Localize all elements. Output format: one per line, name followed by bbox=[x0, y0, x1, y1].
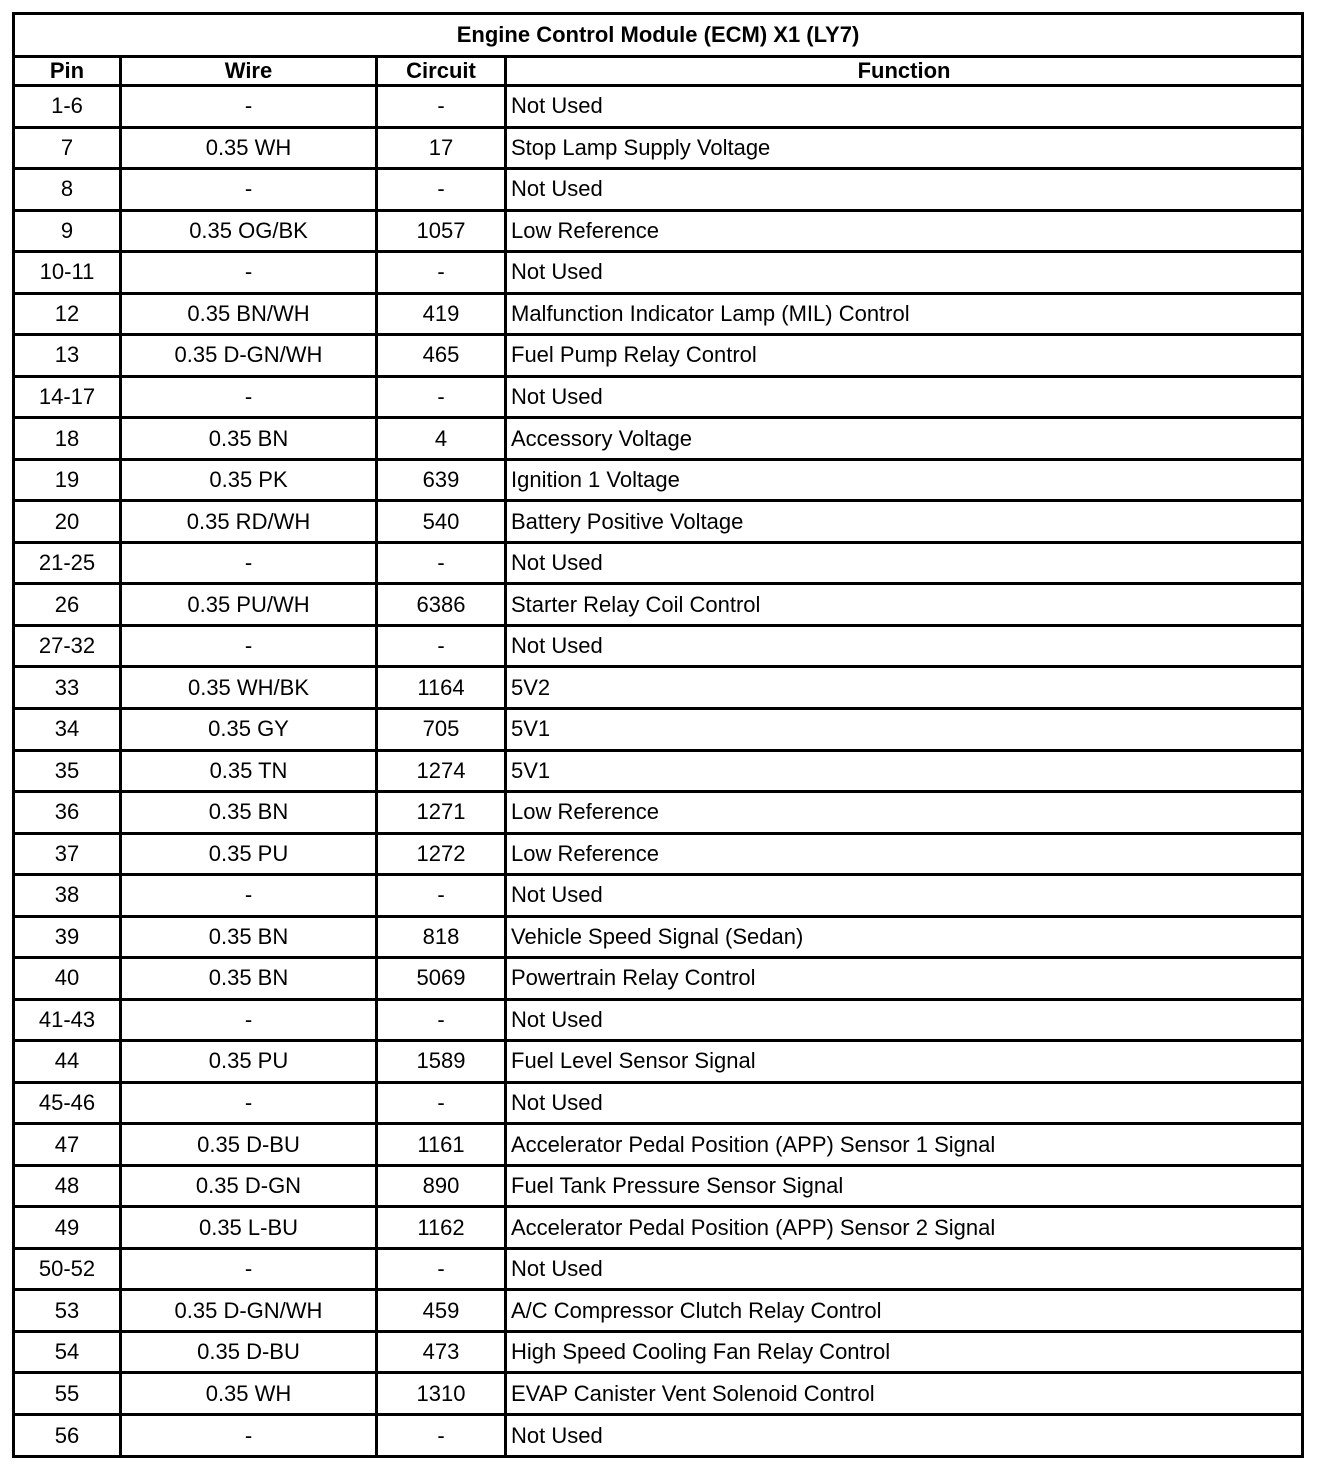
table-row bbox=[14, 792, 1303, 834]
pin-cell: 19 bbox=[14, 459, 121, 501]
pin-cell: 49 bbox=[14, 1207, 121, 1249]
wire-cell: 0.35 WH bbox=[121, 1373, 377, 1415]
circuit-cell: 705 bbox=[377, 708, 506, 750]
wire-cell: - bbox=[121, 875, 377, 917]
function-cell: EVAP Canister Vent Solenoid Control bbox=[506, 1373, 1303, 1415]
function-cell: Not Used bbox=[506, 1082, 1303, 1124]
circuit-cell: - bbox=[377, 252, 506, 294]
table-row bbox=[14, 1041, 1303, 1083]
pin-cell: 27-32 bbox=[14, 625, 121, 667]
function-cell: Powertrain Relay Control bbox=[506, 958, 1303, 1000]
header-wire: Wire bbox=[121, 57, 377, 86]
function-cell: 5V1 bbox=[506, 750, 1303, 792]
function-cell: 5V2 bbox=[506, 667, 1303, 709]
pin-cell: 47 bbox=[14, 1124, 121, 1166]
table-row bbox=[14, 252, 1303, 294]
pin-cell: 50-52 bbox=[14, 1248, 121, 1290]
pin-cell: 13 bbox=[14, 335, 121, 377]
table-row bbox=[14, 667, 1303, 709]
function-cell: Low Reference bbox=[506, 833, 1303, 875]
table-row bbox=[14, 501, 1303, 543]
function-cell: Stop Lamp Supply Voltage bbox=[506, 127, 1303, 169]
wire-cell: - bbox=[121, 86, 377, 128]
table-row bbox=[14, 542, 1303, 584]
function-cell: Low Reference bbox=[506, 210, 1303, 252]
function-cell: Not Used bbox=[506, 376, 1303, 418]
pin-cell: 9 bbox=[14, 210, 121, 252]
function-cell: Accelerator Pedal Position (APP) Sensor 1 Signal bbox=[506, 1124, 1303, 1166]
function-cell: Fuel Level Sensor Signal bbox=[506, 1041, 1303, 1083]
circuit-cell: 1161 bbox=[377, 1124, 506, 1166]
circuit-cell: 1274 bbox=[377, 750, 506, 792]
circuit-cell: 818 bbox=[377, 916, 506, 958]
wire-cell: 0.35 WH/BK bbox=[121, 667, 377, 709]
table-row bbox=[14, 833, 1303, 875]
circuit-cell: 17 bbox=[377, 127, 506, 169]
function-cell: Not Used bbox=[506, 999, 1303, 1041]
pin-cell: 39 bbox=[14, 916, 121, 958]
circuit-cell: 1271 bbox=[377, 792, 506, 834]
pin-cell: 7 bbox=[14, 127, 121, 169]
wire-cell: 0.35 BN bbox=[121, 916, 377, 958]
table-row bbox=[14, 1124, 1303, 1166]
pin-cell: 38 bbox=[14, 875, 121, 917]
circuit-cell: 459 bbox=[377, 1290, 506, 1332]
function-cell: 5V1 bbox=[506, 708, 1303, 750]
function-cell: Starter Relay Coil Control bbox=[506, 584, 1303, 626]
wire-cell: 0.35 OG/BK bbox=[121, 210, 377, 252]
wire-cell: 0.35 PU bbox=[121, 833, 377, 875]
table-row bbox=[14, 293, 1303, 335]
table-row bbox=[14, 958, 1303, 1000]
wire-cell: 0.35 D-GN/WH bbox=[121, 335, 377, 377]
table-row bbox=[14, 86, 1303, 128]
wire-cell: 0.35 D-BU bbox=[121, 1124, 377, 1166]
circuit-cell: 465 bbox=[377, 335, 506, 377]
pin-cell: 35 bbox=[14, 750, 121, 792]
header-row bbox=[14, 57, 1303, 86]
function-cell: Low Reference bbox=[506, 792, 1303, 834]
wire-cell: - bbox=[121, 376, 377, 418]
wire-cell: 0.35 D-GN/WH bbox=[121, 1290, 377, 1332]
table-title: Engine Control Module (ECM) X1 (LY7) bbox=[14, 14, 1303, 57]
circuit-cell: 5069 bbox=[377, 958, 506, 1000]
header-circuit: Circuit bbox=[377, 57, 506, 86]
function-cell: Not Used bbox=[506, 1248, 1303, 1290]
circuit-cell: 890 bbox=[377, 1165, 506, 1207]
wire-cell: - bbox=[121, 1248, 377, 1290]
function-cell: Not Used bbox=[506, 542, 1303, 584]
table-body bbox=[14, 86, 1303, 1457]
header-function: Function bbox=[506, 57, 1303, 86]
header-pin: Pin bbox=[14, 57, 121, 86]
table-row bbox=[14, 376, 1303, 418]
table-row bbox=[14, 335, 1303, 377]
function-cell: Not Used bbox=[506, 86, 1303, 128]
circuit-cell: 1272 bbox=[377, 833, 506, 875]
circuit-cell: 419 bbox=[377, 293, 506, 335]
table-row bbox=[14, 1331, 1303, 1373]
pin-cell: 34 bbox=[14, 708, 121, 750]
circuit-cell: 639 bbox=[377, 459, 506, 501]
pin-cell: 53 bbox=[14, 1290, 121, 1332]
wire-cell: - bbox=[121, 1082, 377, 1124]
function-cell: A/C Compressor Clutch Relay Control bbox=[506, 1290, 1303, 1332]
circuit-cell: - bbox=[377, 875, 506, 917]
table-row bbox=[14, 127, 1303, 169]
wire-cell: 0.35 D-BU bbox=[121, 1331, 377, 1373]
pin-cell: 20 bbox=[14, 501, 121, 543]
pin-cell: 48 bbox=[14, 1165, 121, 1207]
table-row bbox=[14, 999, 1303, 1041]
pin-cell: 45-46 bbox=[14, 1082, 121, 1124]
circuit-cell: 1162 bbox=[377, 1207, 506, 1249]
circuit-cell: - bbox=[377, 625, 506, 667]
circuit-cell: - bbox=[377, 376, 506, 418]
wire-cell: - bbox=[121, 1415, 377, 1457]
wire-cell: 0.35 PU/WH bbox=[121, 584, 377, 626]
pin-cell: 37 bbox=[14, 833, 121, 875]
wire-cell: - bbox=[121, 252, 377, 294]
circuit-cell: - bbox=[377, 169, 506, 211]
table-row bbox=[14, 875, 1303, 917]
table-row bbox=[14, 1165, 1303, 1207]
pin-cell: 33 bbox=[14, 667, 121, 709]
pin-cell: 8 bbox=[14, 169, 121, 211]
table-row bbox=[14, 708, 1303, 750]
table-row bbox=[14, 459, 1303, 501]
circuit-cell: - bbox=[377, 86, 506, 128]
circuit-cell: 4 bbox=[377, 418, 506, 460]
pin-cell: 40 bbox=[14, 958, 121, 1000]
circuit-cell: - bbox=[377, 1248, 506, 1290]
wire-cell: 0.35 PK bbox=[121, 459, 377, 501]
pin-cell: 55 bbox=[14, 1373, 121, 1415]
table-row bbox=[14, 916, 1303, 958]
circuit-cell: - bbox=[377, 1415, 506, 1457]
table-row bbox=[14, 1207, 1303, 1249]
wire-cell: - bbox=[121, 999, 377, 1041]
function-cell: Not Used bbox=[506, 875, 1303, 917]
circuit-cell: 473 bbox=[377, 1331, 506, 1373]
ecm-connector-pinout-table bbox=[12, 12, 1304, 1458]
circuit-cell: 1057 bbox=[377, 210, 506, 252]
function-cell: Fuel Tank Pressure Sensor Signal bbox=[506, 1165, 1303, 1207]
function-cell: Fuel Pump Relay Control bbox=[506, 335, 1303, 377]
table-row bbox=[14, 210, 1303, 252]
circuit-cell: - bbox=[377, 542, 506, 584]
wire-cell: 0.35 L-BU bbox=[121, 1207, 377, 1249]
pin-cell: 44 bbox=[14, 1041, 121, 1083]
pin-cell: 21-25 bbox=[14, 542, 121, 584]
circuit-cell: - bbox=[377, 999, 506, 1041]
pin-cell: 12 bbox=[14, 293, 121, 335]
circuit-cell: 1589 bbox=[377, 1041, 506, 1083]
table-row bbox=[14, 584, 1303, 626]
table-row bbox=[14, 1290, 1303, 1332]
table-row bbox=[14, 1373, 1303, 1415]
wire-cell: 0.35 D-GN bbox=[121, 1165, 377, 1207]
table-row bbox=[14, 1248, 1303, 1290]
wire-cell: 0.35 GY bbox=[121, 708, 377, 750]
pin-cell: 18 bbox=[14, 418, 121, 460]
function-cell: Accelerator Pedal Position (APP) Sensor 2 Signal bbox=[506, 1207, 1303, 1249]
pin-cell: 1-6 bbox=[14, 86, 121, 128]
wire-cell: 0.35 TN bbox=[121, 750, 377, 792]
table-row bbox=[14, 169, 1303, 211]
wire-cell: 0.35 WH bbox=[121, 127, 377, 169]
table-row bbox=[14, 750, 1303, 792]
pin-cell: 36 bbox=[14, 792, 121, 834]
wire-cell: 0.35 BN/WH bbox=[121, 293, 377, 335]
table-row bbox=[14, 1082, 1303, 1124]
function-cell: High Speed Cooling Fan Relay Control bbox=[506, 1331, 1303, 1373]
circuit-cell: 540 bbox=[377, 501, 506, 543]
wire-cell: 0.35 RD/WH bbox=[121, 501, 377, 543]
wire-cell: - bbox=[121, 169, 377, 211]
function-cell: Ignition 1 Voltage bbox=[506, 459, 1303, 501]
function-cell: Not Used bbox=[506, 169, 1303, 211]
pin-cell: 26 bbox=[14, 584, 121, 626]
table-row bbox=[14, 1415, 1303, 1457]
function-cell: Vehicle Speed Signal (Sedan) bbox=[506, 916, 1303, 958]
function-cell: Not Used bbox=[506, 252, 1303, 294]
wire-cell: - bbox=[121, 542, 377, 584]
wire-cell: 0.35 BN bbox=[121, 958, 377, 1000]
wire-cell: 0.35 PU bbox=[121, 1041, 377, 1083]
wire-cell: 0.35 BN bbox=[121, 418, 377, 460]
circuit-cell: - bbox=[377, 1082, 506, 1124]
wire-cell: 0.35 BN bbox=[121, 792, 377, 834]
circuit-cell: 1310 bbox=[377, 1373, 506, 1415]
function-cell: Battery Positive Voltage bbox=[506, 501, 1303, 543]
table-row bbox=[14, 625, 1303, 667]
wire-cell: - bbox=[121, 625, 377, 667]
function-cell: Not Used bbox=[506, 1415, 1303, 1457]
circuit-cell: 6386 bbox=[377, 584, 506, 626]
table-row bbox=[14, 418, 1303, 460]
pin-cell: 14-17 bbox=[14, 376, 121, 418]
pin-cell: 41-43 bbox=[14, 999, 121, 1041]
pin-cell: 10-11 bbox=[14, 252, 121, 294]
function-cell: Not Used bbox=[506, 625, 1303, 667]
function-cell: Malfunction Indicator Lamp (MIL) Control bbox=[506, 293, 1303, 335]
pin-cell: 56 bbox=[14, 1415, 121, 1457]
function-cell: Accessory Voltage bbox=[506, 418, 1303, 460]
circuit-cell: 1164 bbox=[377, 667, 506, 709]
pin-cell: 54 bbox=[14, 1331, 121, 1373]
